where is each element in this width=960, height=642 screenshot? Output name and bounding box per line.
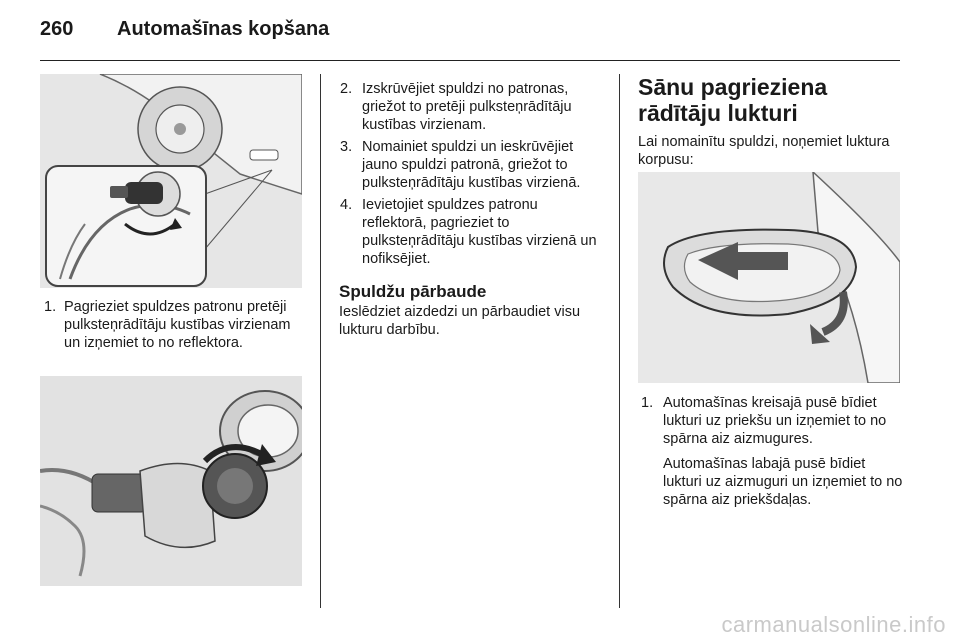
step-text: Pagrieziet spuldzes patronu pretēji pulksteņrādītāju kustības virzienam un izņemiet to no reflektora. [64,299,291,351]
figure-bulb-holder-removal [40,376,302,586]
bulb-check-title: Spuldžu pārbaude [339,282,487,301]
figure-side-indicator-illustration [638,172,900,383]
step-text: Ievietojiet spuldzes patronu reflektorā, pagrieziet to pulksteņrādītāju kustības virzienā un nofiksējiet. [362,197,597,267]
right-step-1-extra: Automašīnas labajā pusē bīdiet lukturi uz aizmuguri un izņemiet to no spārna aiz priekšdaļas. [663,456,903,508]
column-divider-left [320,74,321,608]
figure-headlamp-illustration [40,74,302,288]
figure-side-indicator-removal [638,172,900,383]
step-text: Izskrūvējiet spuldzi no patronas, griežot to pretēji pulksteņrādītāju kustības virzienam. [362,81,572,133]
column-divider-right [619,74,620,608]
step-number: 1. [44,299,57,315]
step-text: Nomainiet spuldzi un ieskrūvējiet jauno spuldzi patronā, griežot to pulksteņrādītāju kustības virzienā. [362,139,581,191]
page-header-title: Automašīnas kopšana [117,18,330,40]
figure-bulb-illustration [40,376,302,586]
step-number: 3. [340,139,353,155]
side-indicator-title: Sānu pagrieziena rādītāju lukturi [638,74,828,126]
side-indicator-intro: Lai nomainītu spuldzi, noņemiet luktura korpusu: [638,134,890,168]
step-number: 1. [641,395,654,411]
step-text: Automašīnas kreisajā pusē bīdiet lukturi uz priekšu un izņemiet to no spārna aiz aizmugures. [663,395,887,447]
step-number: 4. [340,197,353,213]
header-rule [40,60,900,61]
step-number: 2. [340,81,353,97]
page-number: 260 [40,18,74,40]
watermark: carmanualsonline.info [721,612,946,637]
figure-headlamp-bulb-holder [40,74,302,288]
bulb-check-text: Ieslēdziet aizdedzi un pārbaudiet visu lukturu darbību. [339,304,581,338]
